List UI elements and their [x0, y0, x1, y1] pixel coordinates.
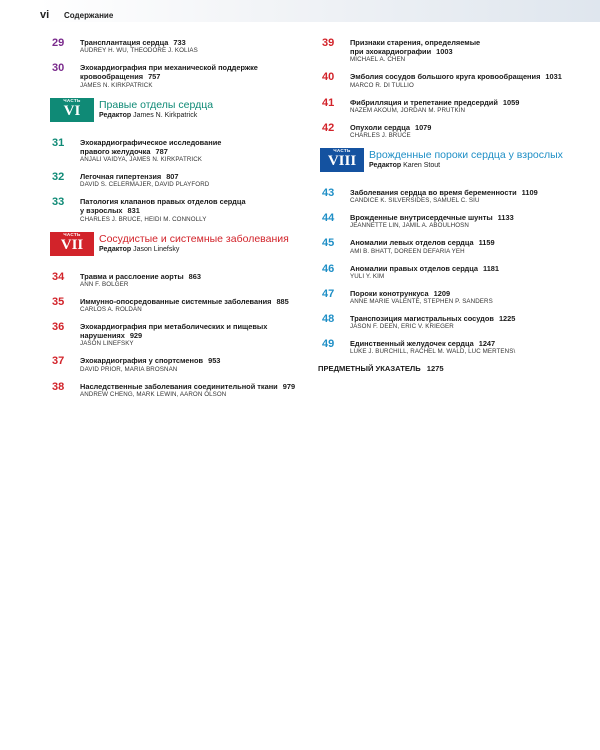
chapter-number: 43 — [322, 187, 335, 200]
subject-index-entry[interactable] — [318, 364, 594, 373]
chapter-page: 1133 — [497, 213, 514, 223]
part8-editor — [369, 162, 440, 170]
chapter-title — [80, 382, 300, 391]
chapter-number: 33 — [52, 196, 65, 209]
chapter-number: 41 — [322, 96, 335, 109]
chapter-number: 30 — [52, 62, 65, 75]
chapter-title — [350, 264, 594, 273]
chapter-title-text: Иммунно-опосредованные системные заболевания — [80, 296, 272, 306]
chapter-page: 1003 — [436, 47, 453, 57]
chapter-title — [350, 314, 594, 323]
editor-label: Редактор — [369, 162, 402, 170]
toc-entry[interactable] — [318, 264, 594, 281]
chapter-title — [80, 63, 300, 81]
chapter-authors: CHARLES J. BRUCE — [350, 132, 411, 140]
chapter-title-line: Эхокардиография при механической поддержке — [80, 63, 258, 73]
chapter-title-text: Заболевания сердца во время беременности — [350, 188, 517, 198]
part-roman-numeral: VII — [60, 236, 84, 253]
header-bar — [38, 0, 600, 22]
chapter-page: 1181 — [483, 263, 500, 273]
chapter-authors: JEANNETTE LIN, JAMIL A. ABOULHOSN — [350, 222, 469, 230]
chapter-authors: DAVID PRIOR, MARIA BROSNAN — [80, 365, 178, 373]
chapter-title-text: Аномалии правых отделов сердца — [350, 263, 478, 273]
chapter-page: 1225 — [498, 314, 516, 324]
chapter-number: 45 — [322, 237, 335, 250]
page-title: Содержание — [64, 11, 114, 20]
chapter-page: 1059 — [502, 97, 520, 107]
chapter-title-line: при эхокардиографии — [350, 47, 432, 57]
chapter-page: 807 — [166, 172, 179, 182]
part-label: ЧАСТЬ — [333, 148, 351, 154]
chapter-authors: ANN F. BOLGER — [80, 280, 129, 288]
chapter-title-text: Аномалии левых отделов сердца — [350, 238, 474, 248]
chapter-title-text: Врожденные внутрисердечные шунты — [350, 213, 493, 223]
chapter-title-text: Опухоли сердца — [350, 122, 410, 132]
chapter-number: 49 — [322, 338, 335, 351]
part6-chapters — [48, 138, 300, 224]
chapter-page: 1209 — [433, 288, 451, 298]
toc-entry[interactable] — [318, 123, 594, 140]
chapter-title-line: правого желудочка — [80, 146, 151, 156]
chapter-title — [350, 72, 594, 81]
chapter-title-text: Наследственные заболевания соединительной ткани — [80, 381, 278, 391]
chapter-title — [350, 289, 594, 298]
chapter-number: 38 — [52, 380, 65, 393]
chapter-title — [350, 238, 594, 247]
chapter-number: 40 — [322, 71, 335, 84]
part7-editor — [99, 246, 179, 254]
chapter-title-text: Транспозиция магистральных сосудов — [350, 314, 494, 324]
chapter-title-text: Фибрилляция и трепетание предсердий — [350, 97, 498, 107]
toc-left-column — [48, 38, 300, 407]
chapter-page: 757 — [148, 72, 161, 82]
toc-entry[interactable] — [48, 63, 300, 89]
chapter-title — [80, 197, 300, 215]
chapter-authors: AMI B. BHATT, DOREEN DEFARIA YEH — [350, 247, 465, 255]
toc-entry[interactable] — [48, 356, 300, 373]
chapter-title-line: Патология клапанов правых отделов сердца — [80, 197, 246, 207]
editor-label: Редактор — [99, 111, 132, 119]
chapter-number: 36 — [52, 321, 65, 334]
part7-badge — [50, 232, 94, 256]
chapter-title — [350, 38, 594, 56]
chapter-page: 929 — [129, 331, 143, 341]
chapter-page: 885 — [276, 296, 289, 306]
chapter-number: 46 — [322, 262, 335, 275]
chapter-authors: ANDREW CHENG, MARK LEWIN, AARON OLSON — [80, 390, 227, 398]
part5-chapters — [48, 38, 300, 90]
toc-right-column — [318, 38, 594, 373]
part-roman-numeral: VIII — [327, 153, 357, 170]
chapter-title-text: Эмболия сосудов большого круга кровообращения — [350, 72, 541, 82]
chapter-page: 831 — [127, 206, 140, 216]
chapter-authors: ANJALI VAIDYA, JAMES N. KIRKPATRICK — [80, 156, 203, 164]
chapter-number: 35 — [52, 295, 65, 308]
toc-entry[interactable] — [48, 197, 300, 223]
chapter-page: 733 — [173, 38, 186, 47]
chapter-title-text: Единственный желудочек сердца — [350, 339, 474, 349]
part7-continued-chapters — [318, 38, 594, 140]
toc-entry[interactable] — [318, 38, 594, 64]
chapter-title — [80, 272, 300, 281]
part8-heading — [318, 148, 594, 176]
chapter-title-text: Пороки конотрункуса — [350, 288, 429, 298]
chapter-number: 48 — [322, 313, 335, 326]
chapter-title-line: Эхокардиографическое исследование — [80, 137, 222, 147]
chapter-authors: MARCO R. DI TULLIO — [350, 81, 414, 89]
chapter-title-text: Трансплантация сердца — [80, 38, 169, 47]
chapter-page: 863 — [188, 271, 201, 281]
part8-chapters — [318, 188, 594, 356]
chapter-number: 34 — [52, 270, 65, 283]
index-page: 1275 — [426, 364, 444, 374]
part7-title: Сосудистые и системные заболевания — [99, 232, 289, 245]
chapter-title-line: кровообращения — [80, 72, 144, 82]
toc-entry[interactable] — [318, 98, 594, 115]
chapter-authors: DAVID S. CELERMAJER, DAVID PLAYFORD — [80, 181, 210, 189]
part8-badge — [320, 148, 364, 172]
toc-entry[interactable] — [318, 188, 594, 205]
chapter-authors: LUKE J. BURCHILL, RACHEL M. WALD, LUC MERTENS\ — [350, 348, 516, 356]
part-label: ЧАСТЬ — [63, 231, 81, 237]
chapter-number: 32 — [52, 171, 65, 184]
part7-chapters — [48, 272, 300, 399]
page-number: vi — [40, 9, 50, 21]
chapter-title — [350, 123, 594, 132]
chapter-authors: YULI Y. KIM — [350, 272, 385, 280]
chapter-title — [80, 356, 300, 365]
toc-entry[interactable] — [318, 72, 594, 89]
chapter-authors: ANNE MARIE VALENTE, STEPHEN P. SANDERS — [350, 298, 493, 306]
part-roman-numeral: VI — [63, 102, 81, 119]
chapter-authors: CARLOS A. ROLDAN — [80, 306, 142, 314]
chapter-page: 787 — [155, 146, 168, 156]
chapter-title — [80, 297, 300, 306]
chapter-authors: JAMES N. KIRKPATRICK — [80, 81, 153, 89]
part7-heading — [48, 232, 300, 260]
toc-entry[interactable] — [318, 289, 594, 306]
index-label: ПРЕДМЕТНЫЙ УКАЗАТЕЛЬ — [318, 364, 421, 374]
part6-badge — [50, 98, 94, 122]
part-label: ЧАСТЬ — [63, 97, 81, 103]
editor-label: Редактор — [99, 245, 132, 253]
chapter-title-line: Признаки старения, определяемые — [350, 38, 481, 47]
chapter-title-line: Эхокардиография при метаболических и пищевых — [80, 322, 268, 332]
editor-name: Jason Linefsky — [133, 245, 180, 253]
chapter-authors: JASON LINEFSKY — [80, 340, 134, 348]
chapter-title-line: у взрослых — [80, 206, 123, 216]
chapter-title — [350, 98, 594, 107]
part6-title: Правые отделы сердца — [99, 98, 214, 111]
part8-title: Врожденные пороки сердца у взрослых — [369, 149, 563, 162]
chapter-number: 47 — [322, 287, 335, 300]
chapter-title-line: нарушениях — [80, 331, 125, 341]
chapter-page: 953 — [208, 356, 221, 366]
chapter-authors: JASON F. DEEN, ERIC V. KRIEGER — [350, 323, 454, 331]
toc-entry[interactable] — [318, 314, 594, 331]
chapter-title — [350, 213, 594, 222]
chapter-page: 1247 — [478, 339, 496, 349]
toc-entry[interactable] — [48, 172, 300, 189]
chapter-number: 37 — [52, 355, 65, 368]
chapter-title-text: Эхокардиография у спортсменов — [80, 356, 204, 366]
chapter-page: 1031 — [545, 72, 562, 82]
chapter-title — [350, 339, 594, 348]
chapter-page: 1079 — [414, 122, 432, 132]
toc-entry[interactable] — [48, 138, 300, 164]
chapter-title — [80, 322, 300, 340]
part6-editor — [99, 112, 197, 120]
chapter-number: 44 — [322, 212, 335, 225]
chapter-authors: CANDICE K. SILVERSIDES, SAMUEL C. SIU — [350, 197, 480, 205]
toc-entry[interactable] — [48, 272, 300, 289]
chapter-page: 1159 — [478, 238, 495, 248]
chapter-title — [80, 38, 300, 47]
chapter-number: 29 — [52, 37, 65, 49]
chapter-page: 979 — [282, 381, 296, 391]
toc-entry[interactable] — [48, 322, 300, 348]
chapter-number: 31 — [52, 136, 65, 149]
toc-entry[interactable] — [318, 339, 594, 356]
toc-entry[interactable] — [318, 213, 594, 230]
chapter-title — [80, 138, 300, 156]
chapter-authors: CHARLES J. BRUCE, HEIDI M. CONNOLLY — [80, 215, 207, 223]
chapter-page: 1109 — [521, 188, 538, 198]
chapter-title-text: Травма и расслоение аорты — [80, 271, 184, 281]
toc-entry[interactable] — [48, 297, 300, 314]
chapter-authors: AUDREY H. WU, THEODORE J. KOLIAS — [80, 47, 198, 55]
part6-heading — [48, 98, 300, 126]
editor-name: Karen Stout — [403, 162, 441, 170]
chapter-authors: MICHAEL A. CHEN — [350, 56, 406, 64]
chapter-number: 42 — [322, 121, 335, 134]
chapter-title — [80, 172, 300, 181]
chapter-title-text: Легочная гипертензия — [80, 172, 162, 182]
toc-entry[interactable] — [318, 238, 594, 255]
chapter-title — [350, 188, 594, 197]
chapter-number: 39 — [322, 37, 335, 49]
toc-entry[interactable] — [48, 38, 300, 55]
chapter-authors: NAZEM AKOUM, JORDAN M. PRUTKIN — [350, 106, 466, 114]
toc-entry[interactable] — [48, 382, 300, 399]
editor-name: James N. Kirkpatrick — [133, 111, 198, 119]
